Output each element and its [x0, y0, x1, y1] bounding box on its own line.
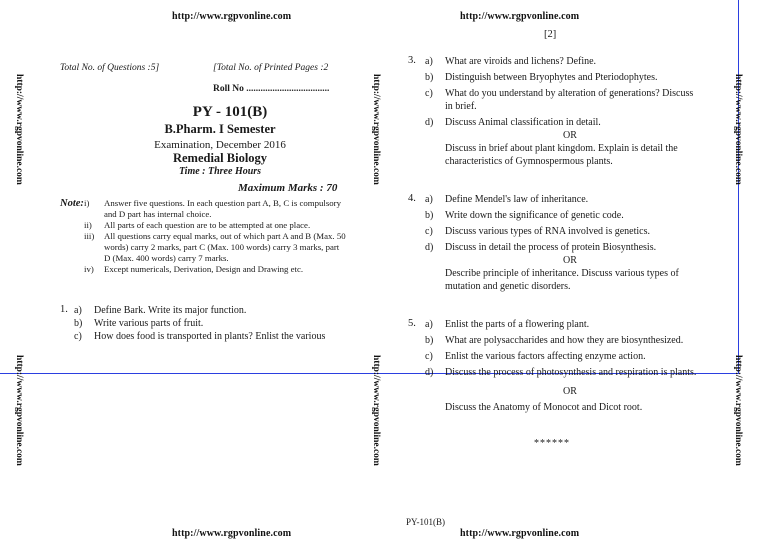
side-url-right-top: http://www.rgpvonline.com	[733, 74, 743, 185]
q5-number: 5.	[408, 318, 416, 329]
time: Time : Three Hours	[178, 166, 262, 177]
q4a: a) Define Mendel's law of inheritance.	[425, 194, 589, 205]
roll-no: Roll No ...................................	[213, 84, 330, 94]
max-marks: Maximum Marks : 70	[238, 182, 338, 194]
exam: Examination, December 2016	[154, 139, 286, 151]
q4-or: OR	[563, 255, 577, 266]
q3-alternative: Discuss in brief about plant kingdom. Explain is detail the characteristics of Gymnospermous plants.	[445, 143, 678, 167]
note-item: i) Answer five questions. In each question part A, B, C is compulsory and D part has internal choice.	[84, 198, 341, 219]
q4-parts	[425, 193, 705, 293]
paper-code: PY - 101(B)	[192, 104, 268, 120]
q3-parts	[425, 55, 705, 168]
end-stars: ******	[534, 438, 570, 449]
note-item: iii) All questions carry equal marks, out of which part A and B (Max. 50 words) carry 2 marks, part C (Max. 100 words) carry 3 marks, part D (Max. 400 words) carry 7 marks.	[84, 231, 346, 263]
q1c-clipped: c) How does food is transported in plants? Enlist the various	[74, 331, 326, 342]
q4-number: 4.	[408, 193, 416, 204]
course: B.Pharm. I Semester	[164, 122, 276, 136]
q4-alternative: Describe principle of inheritance. Discuss various types of mutation and genetic disorders.	[445, 268, 679, 292]
q5-parts	[425, 318, 710, 414]
q5b: b) What are polysaccharides and how they are biosynthesized.	[425, 335, 684, 346]
total-questions: Total No. of Questions :5]	[60, 63, 160, 73]
footer-code: PY-101(B)	[406, 517, 446, 527]
subject: Remedial Biology	[172, 151, 268, 165]
q3-number: 3.	[408, 55, 416, 66]
bottom-right-url[interactable]: http://www.rgpvonline.com	[460, 528, 580, 539]
top-right-url[interactable]: http://www.rgpvonline.com	[460, 11, 580, 22]
q4b: b) Write down the significance of genetic code.	[425, 210, 624, 221]
top-left-url[interactable]: http://www.rgpvonline.com	[172, 11, 292, 22]
q1-number: 1.	[60, 304, 68, 315]
q5c: c) Enlist the various factors affecting enzyme action.	[425, 351, 646, 362]
q1b: b) Write various parts of fruit.	[74, 318, 204, 329]
total-pages: [Total No. of Printed Pages :2	[213, 63, 329, 73]
q5a: a) Enlist the parts of a flowering plant.	[425, 319, 590, 330]
side-url-mid-top: http://www.rgpvonline.com	[371, 74, 381, 185]
q4c: c) Discuss various types of RNA involved is genetics.	[425, 226, 650, 237]
side-url-left-bottom: http://www.rgpvonline.com	[14, 355, 24, 466]
q1a: a) Define Bark. Write its major function.	[74, 305, 247, 316]
notes	[84, 198, 346, 275]
q5d: d) Discuss the process of photosynthesis and respiration is plants.	[425, 367, 697, 378]
side-url-mid-bottom: http://www.rgpvonline.com	[371, 355, 381, 466]
side-url-left-top: http://www.rgpvonline.com	[14, 74, 24, 185]
q3b: b) Distinguish between Bryophytes and Pteriodophytes.	[425, 72, 658, 83]
note-label: Note:	[60, 198, 84, 209]
q4d: d) Discuss in detail the process of protein Biosynthesis.	[425, 242, 657, 253]
note-item: iv) Except numericals, Derivation, Design and Drawing etc.	[84, 264, 304, 274]
bottom-left-url[interactable]: http://www.rgpvonline.com	[172, 528, 292, 539]
note-item: ii) All parts of each question are to be attempted at one place.	[84, 220, 311, 230]
q3-or: OR	[563, 130, 577, 141]
q3a: a) What are viroids and lichens? Define.	[425, 56, 597, 67]
side-url-right-bottom: http://www.rgpvonline.com	[733, 355, 743, 466]
q5-or: OR	[563, 386, 577, 397]
q3c: c) What do you understand by alteration of generations? Discuss in brief.	[425, 88, 694, 112]
q5-alternative: Discuss the Anatomy of Monocot and Dicot root.	[445, 402, 643, 413]
q3d: d) Discuss Animal classification in detail.	[425, 117, 601, 128]
page-number: [2]	[544, 29, 557, 40]
